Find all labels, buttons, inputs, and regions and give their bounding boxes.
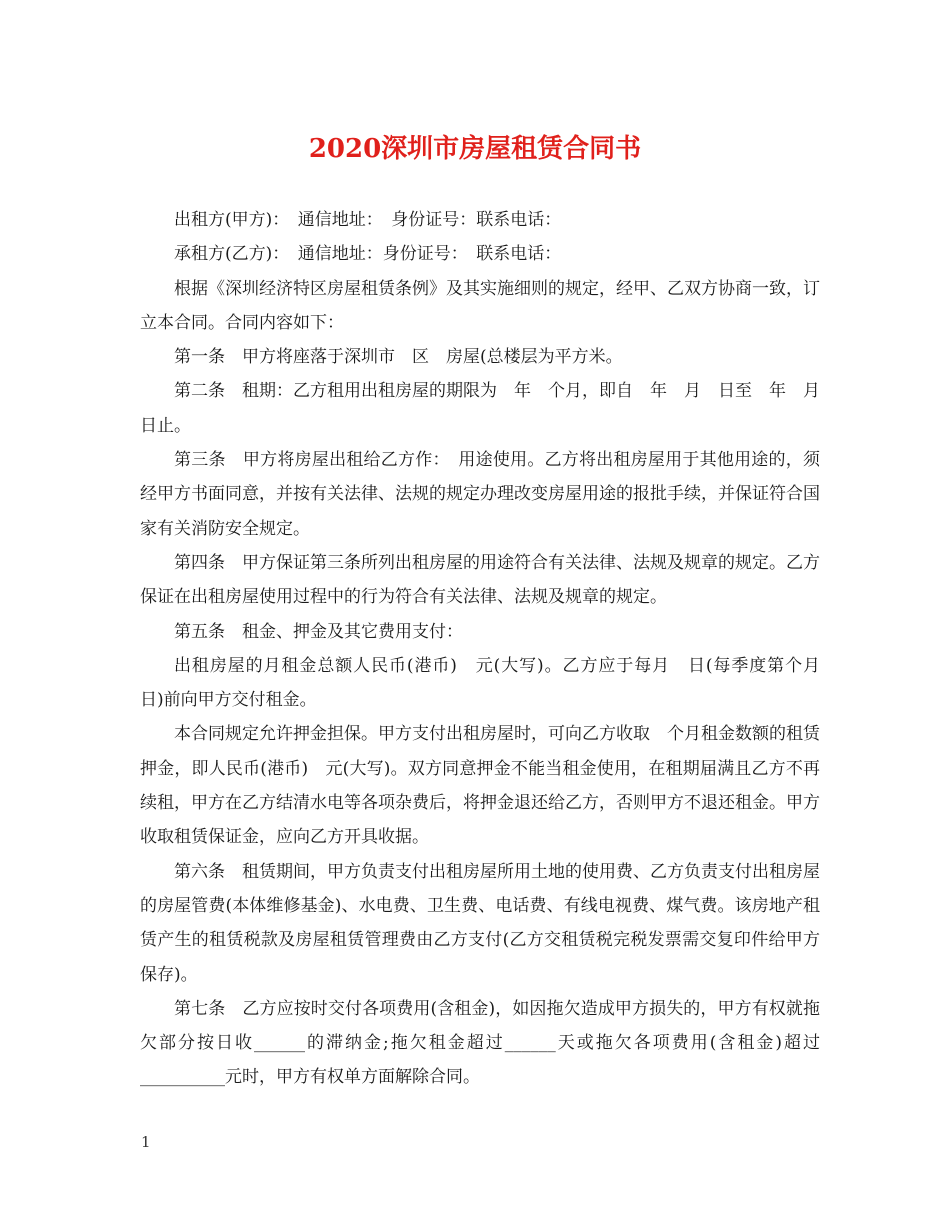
paragraph-article-1: 第一条 甲方将座落于深圳市 区 房屋(总楼层为平方米。	[174, 347, 623, 368]
page-number: 1	[141, 1133, 151, 1151]
paragraph-preamble: 根据《深圳经济特区房屋租赁条例》及其实施细则的规定，经甲、乙双方协商一致，订立本合同。合同内容如下：	[140, 278, 820, 333]
paragraph-article-3: 第三条 甲方将房屋出租给乙方作： 用途使用。乙方将出租房屋用于其他用途的，须经甲方书面同意，并按有关法律、法规的规定办理改变房屋用途的报批手续，并保证符合国家有关消防安全规定。	[140, 450, 820, 539]
paragraph-article-2: 第二条 租期：乙方租用出租房屋的期限为 年 个月，即自 年 月 日至 年 月日止。	[140, 381, 820, 436]
document-body	[140, 203, 837, 1095]
paragraph-article-5: 第五条 租金、押金及其它费用支付：	[174, 621, 463, 642]
paragraph-lessee: 承租方(乙方)： 通信地址：身份证号： 联系电话：	[174, 244, 562, 265]
paragraph-article-6: 第六条 租赁期间，甲方负责支付出租房屋所用土地的使用费、乙方负责支付出租房屋的房屋管费(本体维修基金)、水电费、卫生费、电话费、有线电视费、煤气费。该房地产租赁产生的租赁税款及房屋租赁管理费由乙方支付(乙方交租赁税完税发票需交复印件给甲方保存)。	[140, 861, 820, 985]
paragraph-rent: 出租房屋的月租金总额人民币(港币) 元(大写)。乙方应于每月 日(每季度第个月 日)前向甲方交付租金。	[140, 655, 837, 711]
paragraph-article-7: 第七条 乙方应按时交付各项费用(含租金)，如因拖欠造成甲方损失的，甲方有权就拖欠部分按日收______的滞纳金;拖欠租金超过______天或拖欠各项费用(含租金)超过__________元时，甲方有权单方面解除合同。	[140, 998, 820, 1088]
document-title: 2020深圳市房屋租赁合同书	[308, 134, 642, 164]
paragraph-deposit: 本合同规定允许押金担保。甲方支付出租房屋时，可向乙方收取 个月租金数额的租赁押金，即人民币(港币) 元(大写)。双方同意押金不能当租金使用，在租期届满且乙方不再续租，甲方在乙方结清水电等各项杂费后，将押金退还给乙方，否则甲方不退还租金。甲方收取租赁保证金，应向乙方开具收据。	[140, 724, 820, 848]
paragraph-article-4: 第四条 甲方保证第三条所列出租房屋的用途符合有关法律、法规及规章的规定。乙方保证在出租房屋使用过程中的行为符合有关法律、法规及规章的规定。	[140, 552, 820, 608]
paragraph-lessor: 出租方(甲方)： 通信地址： 身份证号：联系电话：	[174, 210, 562, 230]
